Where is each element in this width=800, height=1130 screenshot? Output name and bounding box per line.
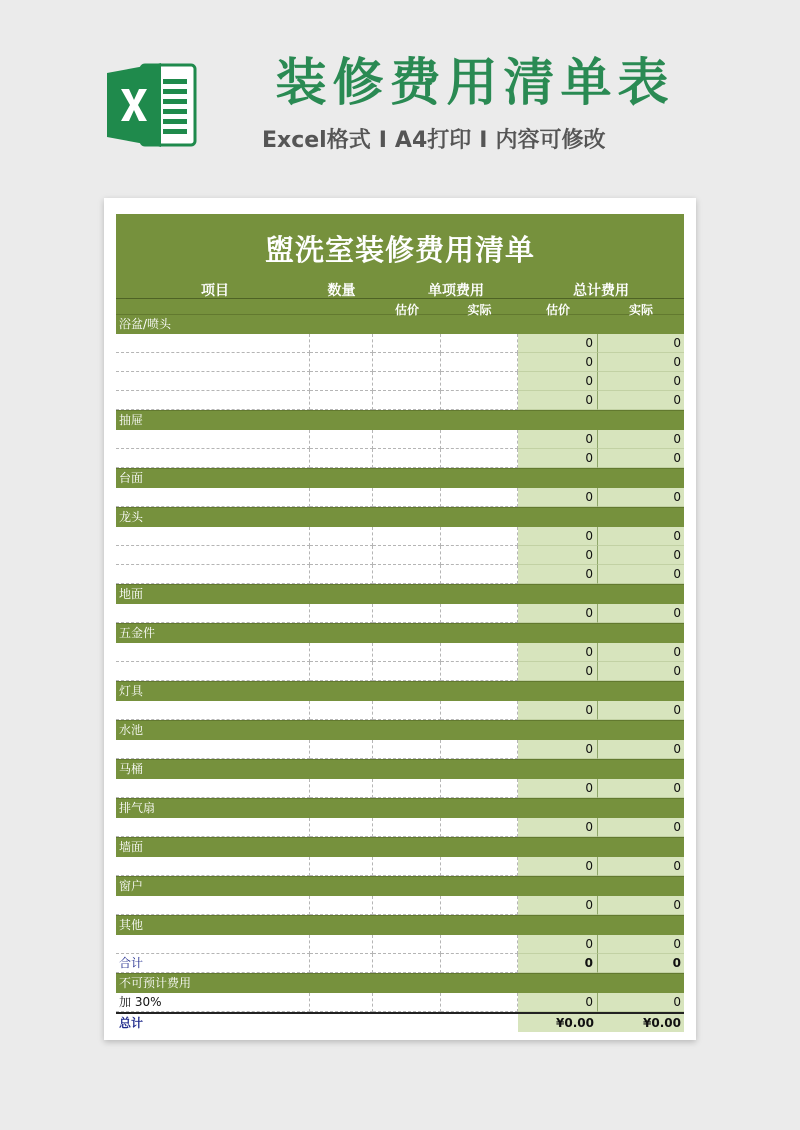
category-row: [116, 623, 684, 643]
cell-total-estimate[interactable]: 0: [518, 740, 598, 759]
cell-qty[interactable]: [310, 372, 373, 391]
category-label: 墙面: [119, 840, 144, 854]
cell-item[interactable]: [116, 546, 310, 565]
cell-item[interactable]: [116, 391, 310, 410]
cell-total-actual[interactable]: 0: [598, 334, 684, 353]
category-label: 浴盆/喷头: [119, 317, 172, 331]
cell-total-estimate[interactable]: 0: [518, 391, 598, 410]
cell-qty[interactable]: [310, 488, 373, 507]
cell-item[interactable]: [116, 662, 310, 681]
category-row: [116, 584, 684, 604]
cell-unit-actual[interactable]: [441, 954, 518, 973]
cell-unit-actual[interactable]: [441, 818, 518, 837]
cell-unit-estimate[interactable]: [373, 527, 441, 546]
page-subtitle: [262, 126, 672, 156]
cell-unit-actual[interactable]: [441, 430, 518, 449]
cell-total-estimate[interactable]: 0: [518, 935, 598, 954]
cell-qty[interactable]: [310, 604, 373, 623]
cell-total-actual[interactable]: 0: [598, 449, 684, 468]
cell-item[interactable]: [116, 935, 310, 954]
cell-unit-estimate[interactable]: [373, 372, 441, 391]
cell-qty[interactable]: [310, 391, 373, 410]
cell-unit-actual[interactable]: [441, 527, 518, 546]
cell-unit-actual[interactable]: [441, 701, 518, 720]
cell-item[interactable]: [116, 740, 310, 759]
cell-total-actual[interactable]: 0: [598, 740, 684, 759]
cell-qty[interactable]: [310, 954, 373, 973]
category-label: 排气扇: [119, 801, 156, 815]
cell-unit-actual[interactable]: [441, 857, 518, 876]
page-title: 装修费用清单表: [275, 54, 675, 113]
cell-unit-actual[interactable]: [441, 993, 518, 1012]
table-row: [116, 546, 684, 565]
header-unit-actual: 实际: [467, 303, 492, 317]
category-row: [116, 681, 684, 701]
subtitle-separator: I: [479, 128, 488, 153]
cell-qty[interactable]: [310, 740, 373, 759]
table-row: [116, 643, 684, 662]
category-row: [116, 837, 684, 857]
cell-item[interactable]: [116, 818, 310, 837]
cell-qty[interactable]: [310, 334, 373, 353]
cell-total-actual[interactable]: 0: [598, 818, 684, 837]
table-row: [116, 896, 684, 915]
table-row: [116, 604, 684, 623]
cell-item[interactable]: [116, 779, 310, 798]
subtotal-row: [116, 954, 684, 973]
cell-unit-actual[interactable]: [441, 740, 518, 759]
header-qty: 数量: [327, 283, 356, 299]
cell-qty[interactable]: [310, 565, 373, 584]
header-unit-cost: 单项费用: [428, 283, 484, 299]
table-row: [116, 372, 684, 391]
category-row: [116, 468, 684, 488]
cell-total-actual[interactable]: 0: [598, 643, 684, 662]
cell-total-actual[interactable]: 0: [598, 993, 684, 1012]
header-total-actual: 实际: [628, 303, 653, 317]
table-row: [116, 488, 684, 507]
cell-unit-estimate[interactable]: [373, 896, 441, 915]
cell-total-estimate[interactable]: 0: [518, 430, 598, 449]
cell-qty[interactable]: [310, 935, 373, 954]
table-row: [116, 857, 684, 876]
table-row: [116, 740, 684, 759]
cell-total-estimate[interactable]: 0: [518, 993, 598, 1012]
cell-item[interactable]: [116, 857, 310, 876]
cell-unit-estimate[interactable]: [373, 1014, 441, 1032]
header-item: 项目: [201, 283, 229, 299]
cell-unit-actual[interactable]: [441, 779, 518, 798]
cell-unit-estimate[interactable]: [373, 779, 441, 798]
cell-unit-estimate[interactable]: [373, 643, 441, 662]
cell-qty[interactable]: [310, 779, 373, 798]
cell-qty[interactable]: [310, 662, 373, 681]
cell-total-actual[interactable]: 0: [598, 935, 684, 954]
sheet-title: 盥洗室装修费用清单: [264, 233, 535, 267]
category-label: 其他: [119, 918, 144, 932]
table-row: [116, 430, 684, 449]
cell-item[interactable]: [116, 565, 310, 584]
grand-total-row: [116, 1012, 684, 1032]
header-divider: [116, 298, 684, 299]
cell-total-actual[interactable]: 0: [598, 662, 684, 681]
category-label: 马桶: [119, 762, 144, 776]
cell-unit-actual[interactable]: [441, 935, 518, 954]
cell-unit-actual[interactable]: [441, 353, 518, 372]
cell-unit-estimate[interactable]: [373, 565, 441, 584]
cell-qty[interactable]: [310, 430, 373, 449]
table-row: [116, 779, 684, 798]
subtitle-separator: I: [378, 128, 387, 153]
cell-item[interactable]: [116, 449, 310, 468]
cell-total-actual[interactable]: 0: [598, 565, 684, 584]
cell-unit-actual[interactable]: [441, 565, 518, 584]
cell-unit-estimate[interactable]: [373, 488, 441, 507]
sheet-header: [116, 214, 684, 317]
cell-unit-actual[interactable]: [441, 449, 518, 468]
cell-item[interactable]: [116, 353, 310, 372]
cell-total-estimate[interactable]: 0: [518, 779, 598, 798]
cell-total-actual[interactable]: 0: [598, 604, 684, 623]
category-label: 五金件: [119, 626, 156, 640]
spreadsheet: [116, 214, 684, 1032]
table-row: [116, 565, 684, 584]
cell-unit-actual[interactable]: [441, 662, 518, 681]
cell-qty[interactable]: [310, 527, 373, 546]
cell-unit-estimate[interactable]: [373, 662, 441, 681]
excel-icon: [103, 55, 203, 155]
cell-unit-estimate[interactable]: [373, 334, 441, 353]
cell-qty[interactable]: [310, 353, 373, 372]
header-total-estimate: 估价: [545, 303, 570, 317]
cell-total-estimate[interactable]: ¥0.00: [518, 1014, 598, 1032]
cell-qty[interactable]: [310, 449, 373, 468]
category-row: [116, 798, 684, 818]
cell-total-estimate[interactable]: 0: [518, 449, 598, 468]
cell-total-estimate[interactable]: 0: [518, 565, 598, 584]
cell-qty[interactable]: [310, 857, 373, 876]
cell-total-estimate[interactable]: 0: [518, 701, 598, 720]
cell-total-estimate[interactable]: 0: [518, 662, 598, 681]
category-row: [116, 915, 684, 935]
cell-total-actual[interactable]: 0: [598, 546, 684, 565]
cell-total-actual[interactable]: 0: [598, 527, 684, 546]
cell-unit-actual[interactable]: [441, 604, 518, 623]
cell-unit-estimate[interactable]: [373, 353, 441, 372]
table-row: [116, 527, 684, 546]
category-label: 抽屉: [119, 413, 144, 427]
category-row: [116, 876, 684, 896]
contingency-value-row: [116, 993, 684, 1012]
cell-total-actual[interactable]: 0: [598, 857, 684, 876]
cell-unit-estimate[interactable]: [373, 954, 441, 973]
contingency-row: [116, 973, 684, 993]
cell-unit-actual[interactable]: [441, 334, 518, 353]
cell-total-actual[interactable]: 0: [598, 896, 684, 915]
cell-total-actual[interactable]: 0: [598, 779, 684, 798]
cell-qty[interactable]: [310, 896, 373, 915]
category-row: [116, 507, 684, 527]
cell-unit-estimate[interactable]: [373, 740, 441, 759]
cell-total-actual[interactable]: 0: [598, 954, 684, 973]
cell-unit-actual[interactable]: [441, 896, 518, 915]
cell-total-estimate[interactable]: 0: [518, 818, 598, 837]
table-row: [116, 701, 684, 720]
category-row: [116, 759, 684, 779]
table-row: [116, 935, 684, 954]
subtitle-editable: 内容可修改: [495, 128, 606, 153]
cell-item[interactable]: [116, 372, 310, 391]
cell-total-estimate[interactable]: 0: [518, 527, 598, 546]
cell-unit-actual[interactable]: [441, 391, 518, 410]
cell-total-actual[interactable]: 0: [598, 701, 684, 720]
cell-item[interactable]: 总计: [119, 1016, 144, 1030]
cell-total-estimate[interactable]: 0: [518, 372, 598, 391]
category-label: 灯具: [119, 684, 144, 698]
cell-unit-actual[interactable]: [441, 643, 518, 662]
cell-qty[interactable]: [310, 701, 373, 720]
cell-unit-actual[interactable]: [441, 546, 518, 565]
cell-item[interactable]: 合计: [116, 954, 310, 973]
cell-unit-actual[interactable]: [441, 372, 518, 391]
category-label: 窗户: [119, 879, 144, 893]
cell-unit-estimate[interactable]: [373, 391, 441, 410]
category-label: 水池: [119, 723, 144, 737]
table-row: [116, 353, 684, 372]
cell-item[interactable]: 加 30%: [116, 993, 310, 1012]
cell-item[interactable]: [116, 334, 310, 353]
cell-total-actual[interactable]: 0: [598, 488, 684, 507]
cell-total-actual[interactable]: 0: [598, 430, 684, 449]
cell-item[interactable]: [116, 896, 310, 915]
cell-item[interactable]: [116, 701, 310, 720]
cell-item[interactable]: [116, 527, 310, 546]
cell-unit-estimate[interactable]: [373, 857, 441, 876]
cell-unit-estimate[interactable]: [373, 701, 441, 720]
subtitle-print: A4打印: [394, 128, 472, 153]
category-row: [116, 720, 684, 740]
cell-unit-estimate[interactable]: [373, 935, 441, 954]
cell-qty[interactable]: [310, 818, 373, 837]
cell-qty[interactable]: [310, 546, 373, 565]
table-row: [116, 449, 684, 468]
cell-unit-estimate[interactable]: [373, 604, 441, 623]
cell-qty[interactable]: [310, 1014, 373, 1032]
cell-unit-estimate[interactable]: [373, 818, 441, 837]
cell-total-estimate[interactable]: 0: [518, 857, 598, 876]
cell-total-estimate[interactable]: 0: [518, 353, 598, 372]
table-row: [116, 391, 684, 410]
header-total-cost: 总计费用: [573, 283, 629, 299]
cell-unit-actual[interactable]: [441, 488, 518, 507]
cell-total-estimate[interactable]: 0: [518, 546, 598, 565]
header-unit-estimate: 估价: [394, 303, 419, 317]
cell-total-estimate[interactable]: 0: [518, 334, 598, 353]
category-label: 龙头: [119, 510, 144, 524]
cell-total-actual[interactable]: 0: [598, 353, 684, 372]
subtitle-format: Excel格式: [262, 128, 371, 153]
cell-total-estimate[interactable]: 0: [518, 488, 598, 507]
category-label: 地面: [119, 587, 144, 601]
sheet-body: [116, 314, 684, 1032]
table-row: [116, 334, 684, 353]
category-label: 台面: [119, 471, 144, 485]
cell-unit-actual[interactable]: [441, 1014, 518, 1032]
cell-unit-estimate[interactable]: [373, 993, 441, 1012]
cell-qty[interactable]: [310, 643, 373, 662]
cell-total-estimate[interactable]: 0: [518, 643, 598, 662]
cell-total-actual[interactable]: 0: [598, 391, 684, 410]
cell-item[interactable]: [116, 430, 310, 449]
table-row: [116, 818, 684, 837]
cell-item[interactable]: [116, 643, 310, 662]
cell-item[interactable]: [116, 488, 310, 507]
cell-item[interactable]: [116, 604, 310, 623]
cell-qty[interactable]: [310, 993, 373, 1012]
cell-total-actual[interactable]: ¥0.00: [598, 1014, 684, 1032]
cell-total-estimate[interactable]: 0: [518, 896, 598, 915]
category-label: 不可预计费用: [119, 976, 192, 990]
category-row: [116, 410, 684, 430]
cell-total-estimate[interactable]: 0: [518, 954, 598, 973]
table-row: [116, 662, 684, 681]
cell-unit-estimate[interactable]: [373, 546, 441, 565]
cell-unit-estimate[interactable]: [373, 449, 441, 468]
cell-unit-estimate[interactable]: [373, 430, 441, 449]
cell-total-actual[interactable]: 0: [598, 372, 684, 391]
cell-total-estimate[interactable]: 0: [518, 604, 598, 623]
